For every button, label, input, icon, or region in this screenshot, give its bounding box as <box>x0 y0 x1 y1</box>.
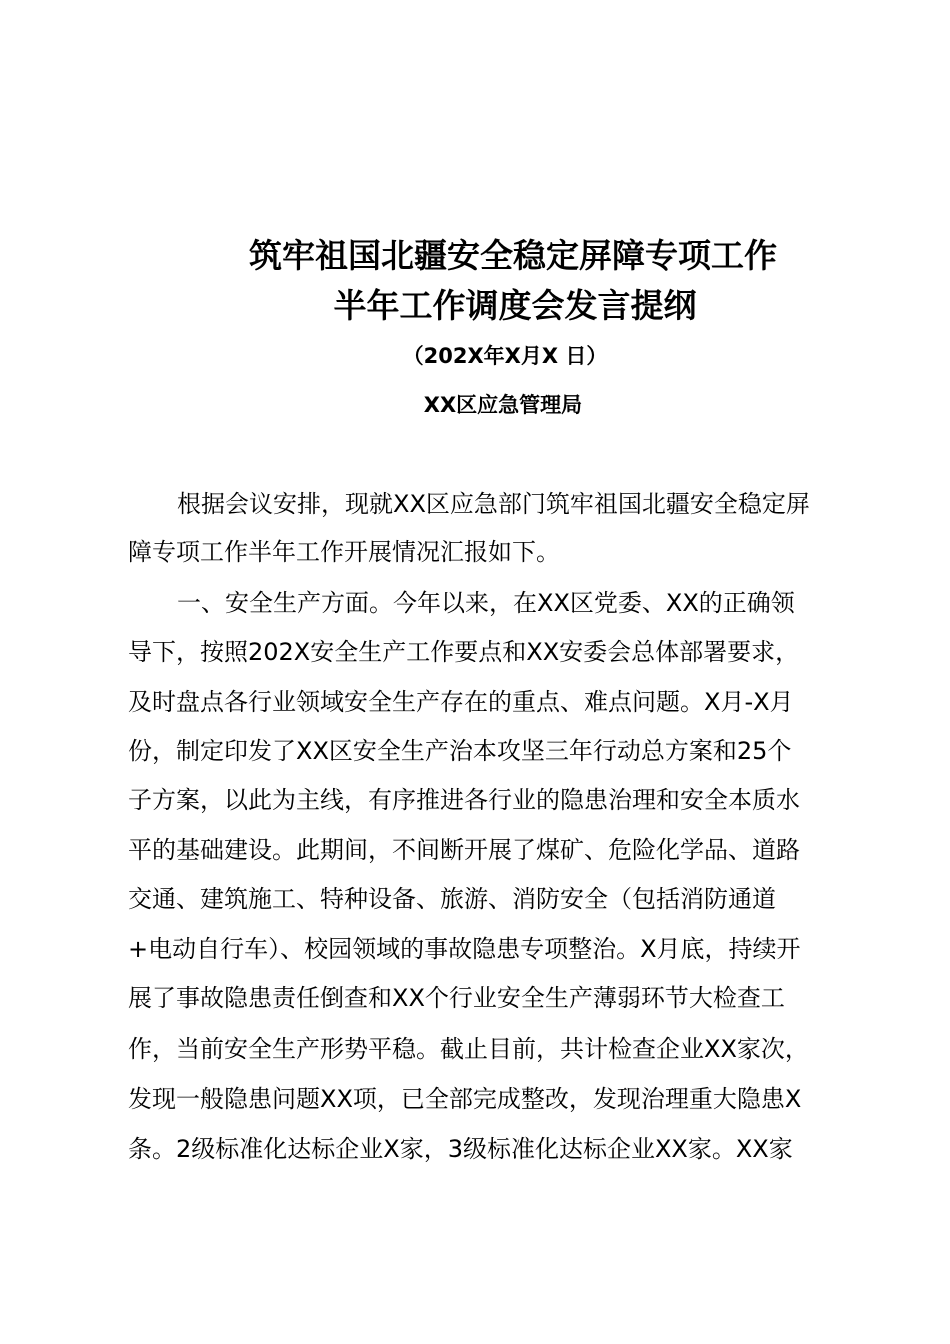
body-line: 份，制定印发了XX区安全生产治本攻坚三年行动总方案和25个 <box>128 737 792 765</box>
body-line: +电动自行车）、校园领域的事故隐患专项整治。X月底，持续开 <box>128 935 801 963</box>
body-line: 条。2级标准化达标企业X家，3级标准化达标企业XX家。XX家 <box>128 1135 793 1163</box>
document-title-line2: 半年工作调度会发言提纲 <box>333 286 697 325</box>
body-line: 展了事故隐患责任倒查和XX个行业安全生产薄弱环节大检查工 <box>128 984 785 1012</box>
body-line: 根据会议安排，现就XX区应急部门筑牢祖国北疆安全稳定屏 <box>177 490 810 518</box>
body-line: 交通、建筑施工、特种设备、旅游、消防安全（包括消防通道 <box>128 885 776 913</box>
body-line: 一、安全生产方面。今年以来，在XX区党委、XX的正确领 <box>177 589 795 617</box>
body-line: 障专项工作半年工作开展情况汇报如下。 <box>128 538 560 566</box>
body-line: 作，当前安全生产形势平稳。截止目前，共计检查企业XX家次， <box>128 1035 809 1063</box>
document-organization: XX区应急管理局 <box>423 393 583 417</box>
document-title-line1: 筑牢祖国北疆安全稳定屏障专项工作 <box>249 236 777 275</box>
document-date: （202X年X月X 日） <box>402 344 608 368</box>
body-line: 发现一般隐患问题XX项，已全部完成整改，发现治理重大隐患X <box>128 1085 802 1113</box>
body-line: 子方案，以此为主线，有序推进各行业的隐患治理和安全本质水 <box>128 786 800 814</box>
body-line: 平的基础建设。此期间，不间断开展了煤矿、危险化学品、道路 <box>128 836 800 864</box>
body-line: 及时盘点各行业领域安全生产存在的重点、难点问题。X月-X月 <box>128 688 794 716</box>
body-line: 导下，按照202X安全生产工作要点和XX安委会总体部署要求， <box>128 638 800 666</box>
